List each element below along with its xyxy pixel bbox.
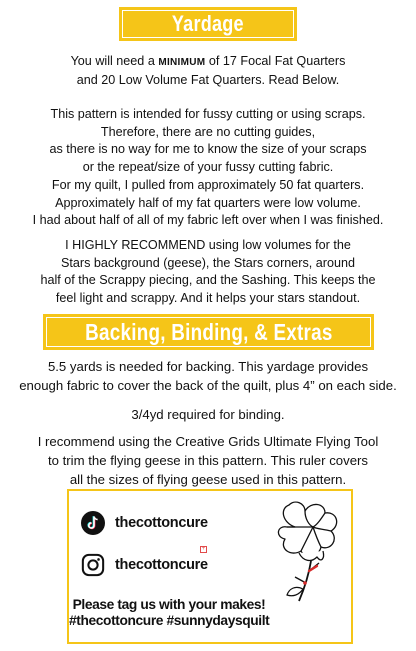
tiktok-icon[interactable] <box>81 511 105 535</box>
intro-line-2: and 20 Low Volume Fat Quarters. Read Below. <box>76 72 340 87</box>
yardage-banner <box>119 7 297 41</box>
intro-text-2: of 17 Focal Fat Quarters <box>205 54 346 68</box>
plus-icon: + <box>201 546 206 552</box>
text-line: I had about half of all of my fabric left over when I was finished. <box>32 213 384 228</box>
text-line: all the sizes of flying geese used in this pattern. <box>69 472 347 487</box>
text-line: enough fabric to cover the back of the quilt, plus 4” on each side. <box>19 378 397 393</box>
ruler-paragraph <box>0 432 416 489</box>
minimum-emphasis: MINIMUM <box>158 57 206 68</box>
text-line: This pattern is intended for fussy cutting or using scraps. <box>50 107 366 121</box>
tag-line: Please tag us with your makes! <box>72 597 266 612</box>
intro-text-1: You will need a <box>70 54 159 68</box>
binding-paragraph <box>0 405 416 424</box>
tag-message <box>69 597 269 629</box>
social-box <box>67 489 353 644</box>
text-line: or the repeat/size of your fussy cutting fabric. <box>82 159 334 174</box>
text-line: I recommend using the Creative Grids Ultimate Flying Tool <box>37 434 379 449</box>
instagram-icon[interactable] <box>81 553 105 577</box>
fussy-cutting-paragraph <box>0 106 416 176</box>
text-line: Therefore, there are no cutting guides, <box>100 124 316 139</box>
instagram-handle[interactable]: thecottoncure <box>115 557 208 573</box>
tiktok-row[interactable] <box>81 511 208 535</box>
text-line: Stars background (geese), the Stars corners, around <box>60 255 355 270</box>
text-line: For my quilt, I pulled from approximately 50 fat quarters. <box>51 178 365 192</box>
text-line: 3/4yd required for binding. <box>131 407 285 422</box>
fat-quarters-paragraph <box>0 177 416 230</box>
text-line: to trim the flying geese in this pattern. This ruler covers <box>47 453 369 468</box>
text-line: half of the Scrappy piecing, and the Sashing. This keeps the <box>40 273 376 288</box>
cotton-flower-icon <box>265 497 349 609</box>
text-line: 5.5 yards is needed for backing. This yardage provides <box>47 359 369 374</box>
text-line: as there is no way for me to know the size of your scraps <box>49 142 367 157</box>
instagram-row[interactable] <box>81 553 208 577</box>
backing-title: Backing, Binding, & Extras <box>84 318 333 345</box>
backing-banner <box>43 314 374 350</box>
tiktok-handle[interactable]: thecottoncure <box>115 515 208 531</box>
text-line: feel light and scrappy. And it helps your stars standout. <box>55 290 361 305</box>
text-line: Approximately half of my fat quarters were low volume. <box>55 195 361 210</box>
yardage-intro <box>0 53 416 89</box>
text-line: I HIGHLY RECOMMEND using low volumes for the <box>65 238 351 252</box>
yardage-title: Yardage <box>172 11 244 36</box>
recommendation-paragraph <box>0 237 416 307</box>
hashtag-line: #thecottoncure #sunnydaysquilt <box>69 613 270 628</box>
backing-paragraph <box>0 357 416 395</box>
